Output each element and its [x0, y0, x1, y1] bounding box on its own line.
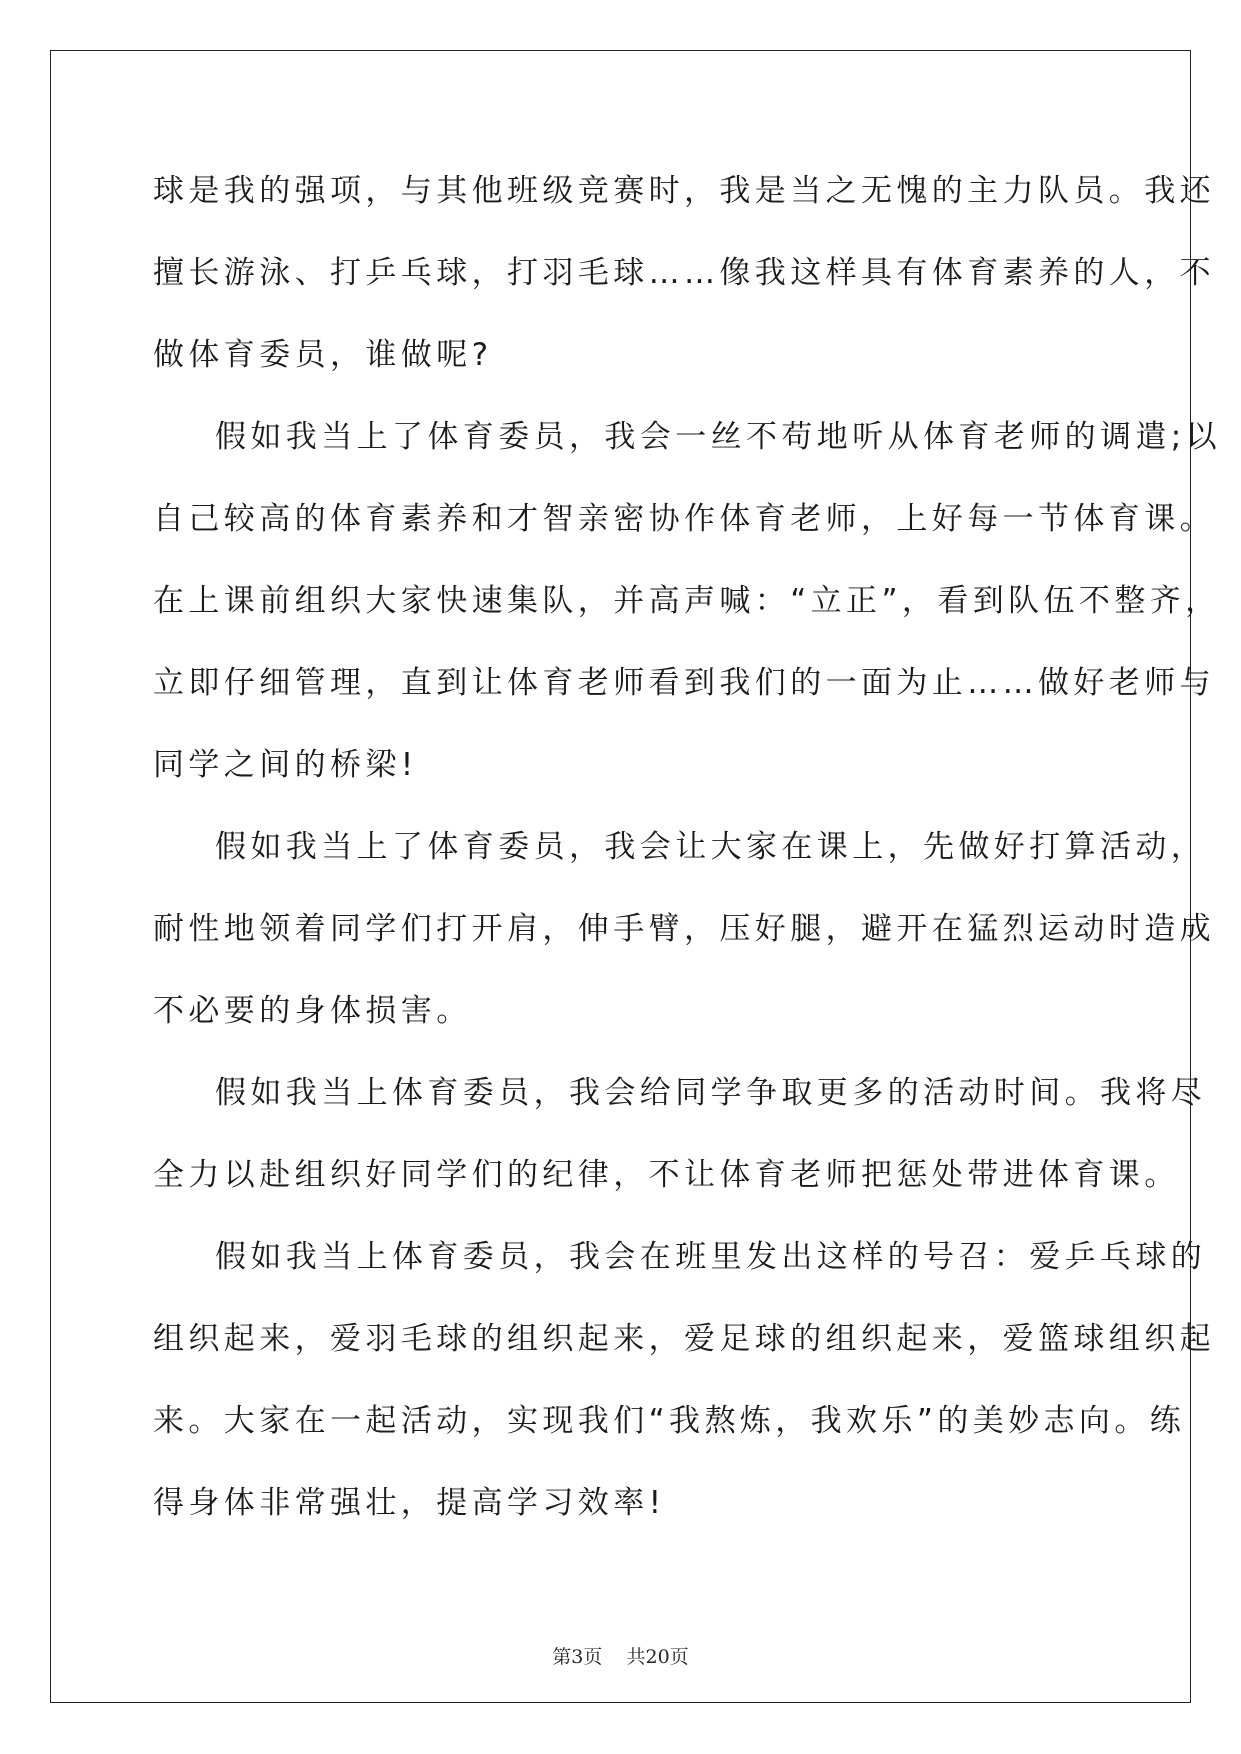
text-line: 做体育委员，谁做呢? — [153, 337, 493, 373]
text-line: 不必要的身体损害。 — [153, 993, 472, 1029]
text-line: 擅长游泳、打乒乓球，打羽毛球……像我这样具有体育素养的人，不 — [153, 255, 1215, 291]
text-line: 立即仔细管理，直到让体育老师看到我们的一面为止……做好老师与 — [153, 665, 1215, 701]
text-line: 假如我当上体育委员，我会在班里发出这样的号召：爱乒乓球的 — [215, 1239, 1207, 1275]
footer-gap — [602, 1646, 626, 1668]
page-footer — [0, 1642, 1241, 1669]
text-line: 假如我当上了体育委员，我会一丝不苟地听从体育老师的调遣;以 — [215, 419, 1222, 455]
text-line: 球是我的强项，与其他班级竞赛时，我是当之无愧的主力队员。我还 — [153, 173, 1215, 209]
text-line: 假如我当上了体育委员，我会让大家在课上，先做好打算活动， — [215, 829, 1207, 865]
text-line: 自己较高的体育素养和才智亲密协作体育老师，上好每一节体育课。 — [153, 501, 1215, 537]
text-line: 全力以赴组织好同学们的纪律，不让体育老师把惩处带进体育课。 — [153, 1157, 1180, 1193]
text-line: 假如我当上体育委员，我会给同学争取更多的活动时间。我将尽 — [215, 1075, 1207, 1111]
text-line: 得身体非常强壮，提高学习效率! — [153, 1485, 666, 1521]
text-line: 在上课前组织大家快速集队，并高声喊：“立正”，看到队伍不整齐， — [153, 583, 1221, 619]
page-number: 第3页 — [552, 1646, 603, 1668]
text-line: 耐性地领着同学们打开肩，伸手臂，压好腿，避开在猛烈运动时造成 — [153, 911, 1215, 947]
text-line: 组织起来，爱羽毛球的组织起来，爱足球的组织起来，爱篮球组织起 — [153, 1321, 1215, 1357]
text-line: 同学之间的桥梁! — [153, 747, 418, 783]
total-pages: 共20页 — [626, 1646, 689, 1668]
text-line: 来。大家在一起活动，实现我们“我熬炼，我欢乐”的美妙志向。练 — [153, 1403, 1186, 1439]
document-body — [153, 150, 1222, 1544]
